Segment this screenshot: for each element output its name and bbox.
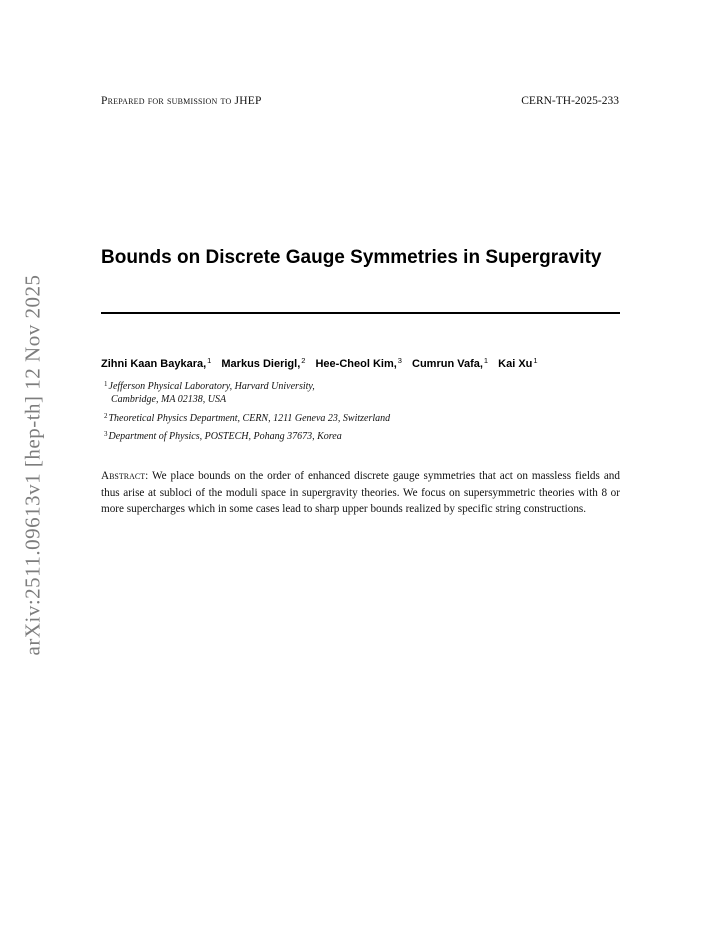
affiliation-list — [104, 378, 390, 447]
author: Hee-Cheol Kim,$^3$ — [315, 356, 402, 370]
paper-title: Bounds on Discrete Gauge Symmetries in Supergravity — [101, 247, 602, 268]
report-number: CERN-TH-2025-233 — [521, 95, 619, 107]
affiliation: $^2$Theoretical Physics Department, CERN, 1211 Geneva 23, Switzerland — [104, 411, 391, 424]
abstract — [101, 468, 620, 518]
author: Cumrun Vafa,$^1$ — [412, 356, 489, 370]
author-list — [101, 356, 641, 370]
title-rule — [101, 312, 620, 314]
arxiv-stamp-text: arXiv:2511.09613v1 [hep-th] 12 Nov 2025 — [20, 274, 45, 656]
affiliation: $^3$Department of Physics, POSTECH, Pohang 37673, Korea — [104, 430, 342, 442]
journal-note: Prepared for submission to JHEP — [101, 95, 262, 107]
author: Markus Dierigl,$^2$ — [221, 356, 306, 370]
affiliation: $^1$Jefferson Physical Laboratory, Harvard University, Cambridge, MA 02138, USA — [104, 380, 315, 405]
abstract-text: We place bounds on the order of enhanced discrete gauge symmetries that act on massless fields and thus arise at subloci of the moduli space in supergravity theories. We focus on supersymmetric theories with 8 or more supercharges which in some cases lead to sharp upper bounds realized by specific string constructions. — [101, 470, 620, 515]
abstract-label: Abstract: — [101, 470, 149, 482]
author: Zihni Kaan Baykara,$^1$ — [101, 356, 212, 370]
author: Kai Xu$^1$ — [498, 356, 538, 370]
